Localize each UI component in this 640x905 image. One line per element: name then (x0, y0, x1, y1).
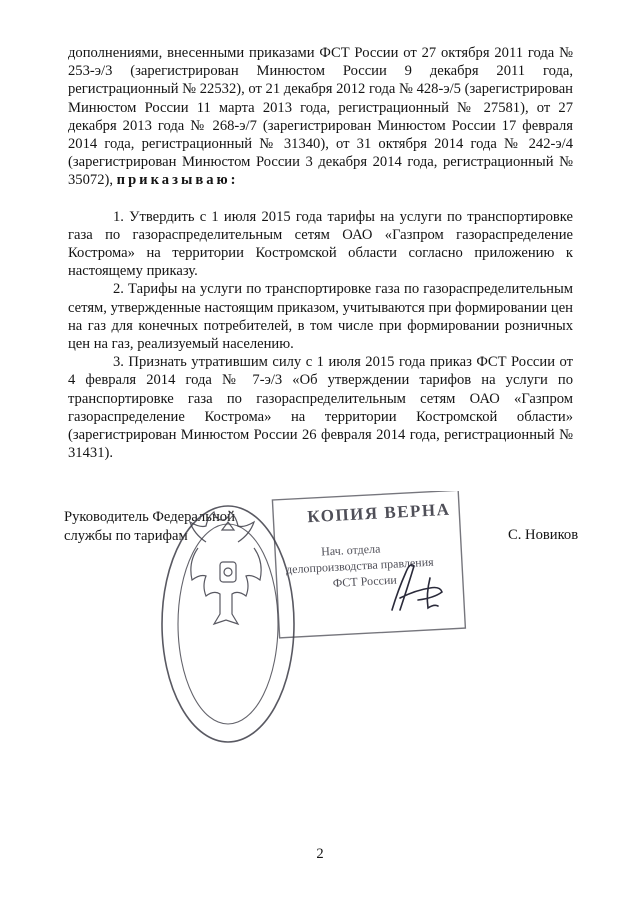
order-item-1: 1. Утвердить с 1 июля 2015 года тарифы на услуги по транспортировке газа по газораспределительным сетям ОАО «Газпром газораспределение Кострома» на территории Костромской области согласно приложению к настоящему приказу. (68, 208, 573, 280)
intro-paragraph (68, 44, 573, 190)
copy-stamp-line-1: Нач. отдела (320, 541, 381, 559)
order-item-2: 2. Тарифы на услуги по транспортировке газа по газораспределительным сетям, утвержденные настоящим приказом, учитываются при формировании цен на газ для конечных потребителей, в том числе при формировании розничных цен на газ, реализуемый населению. (68, 281, 573, 353)
copy-stamp-line-3: ФСТ России (332, 572, 398, 590)
copy-stamp-line-2: делопроизводства правления (285, 554, 434, 577)
paragraph-gap (68, 190, 573, 208)
signatory-name: С. Новиков (508, 527, 579, 543)
order-item-3: 3. Признать утратившим силу с 1 июля 2015 года приказ ФСТ России от 4 февраля 2014 года № 7-э/3 «Об утверждении тарифов на услуги по транспортировке газа по газораспределительным сетям ОАО «Газпром газораспределение Кострома» на территории Костромской области» (зарегистрирован Минюстом России 26 февраля 2014 года, регистрационный № 31431). (68, 354, 573, 462)
copy-stamp-title: КОПИЯ ВЕРНА (306, 499, 451, 527)
order-body (68, 44, 573, 462)
page-number: 2 (316, 846, 324, 862)
handwritten-signature (370, 540, 460, 630)
intro-text: дополнениями, внесенными приказами ФСТ России от 27 октября 2011 года № 253-э/3 (зарегистрирован Минюстом России 9 декабря 2011 года, регистрационный № 22532), от 21 декабря 2012 года № 428-э/5 (зарегистрирован Минюстом России 11 марта 2013 года, регистрационный № 27581), от 27 декабря 2013 года № 268-э/7 (зарегистрирован Минюстом России 17 февраля 2014 года, регистрационный № 31340), от 31 октября 2014 года № 242-э/4 (зарегистрирован Минюстом России 3 декабря 2014 года, регистрационный № 35072), (68, 45, 573, 189)
position-line-1: Руководитель Федеральной (64, 509, 235, 525)
position-line-2: службы по тарифам (64, 527, 188, 544)
eagle-emblem-icon (190, 512, 261, 624)
order-word: приказываю: (116, 172, 239, 189)
